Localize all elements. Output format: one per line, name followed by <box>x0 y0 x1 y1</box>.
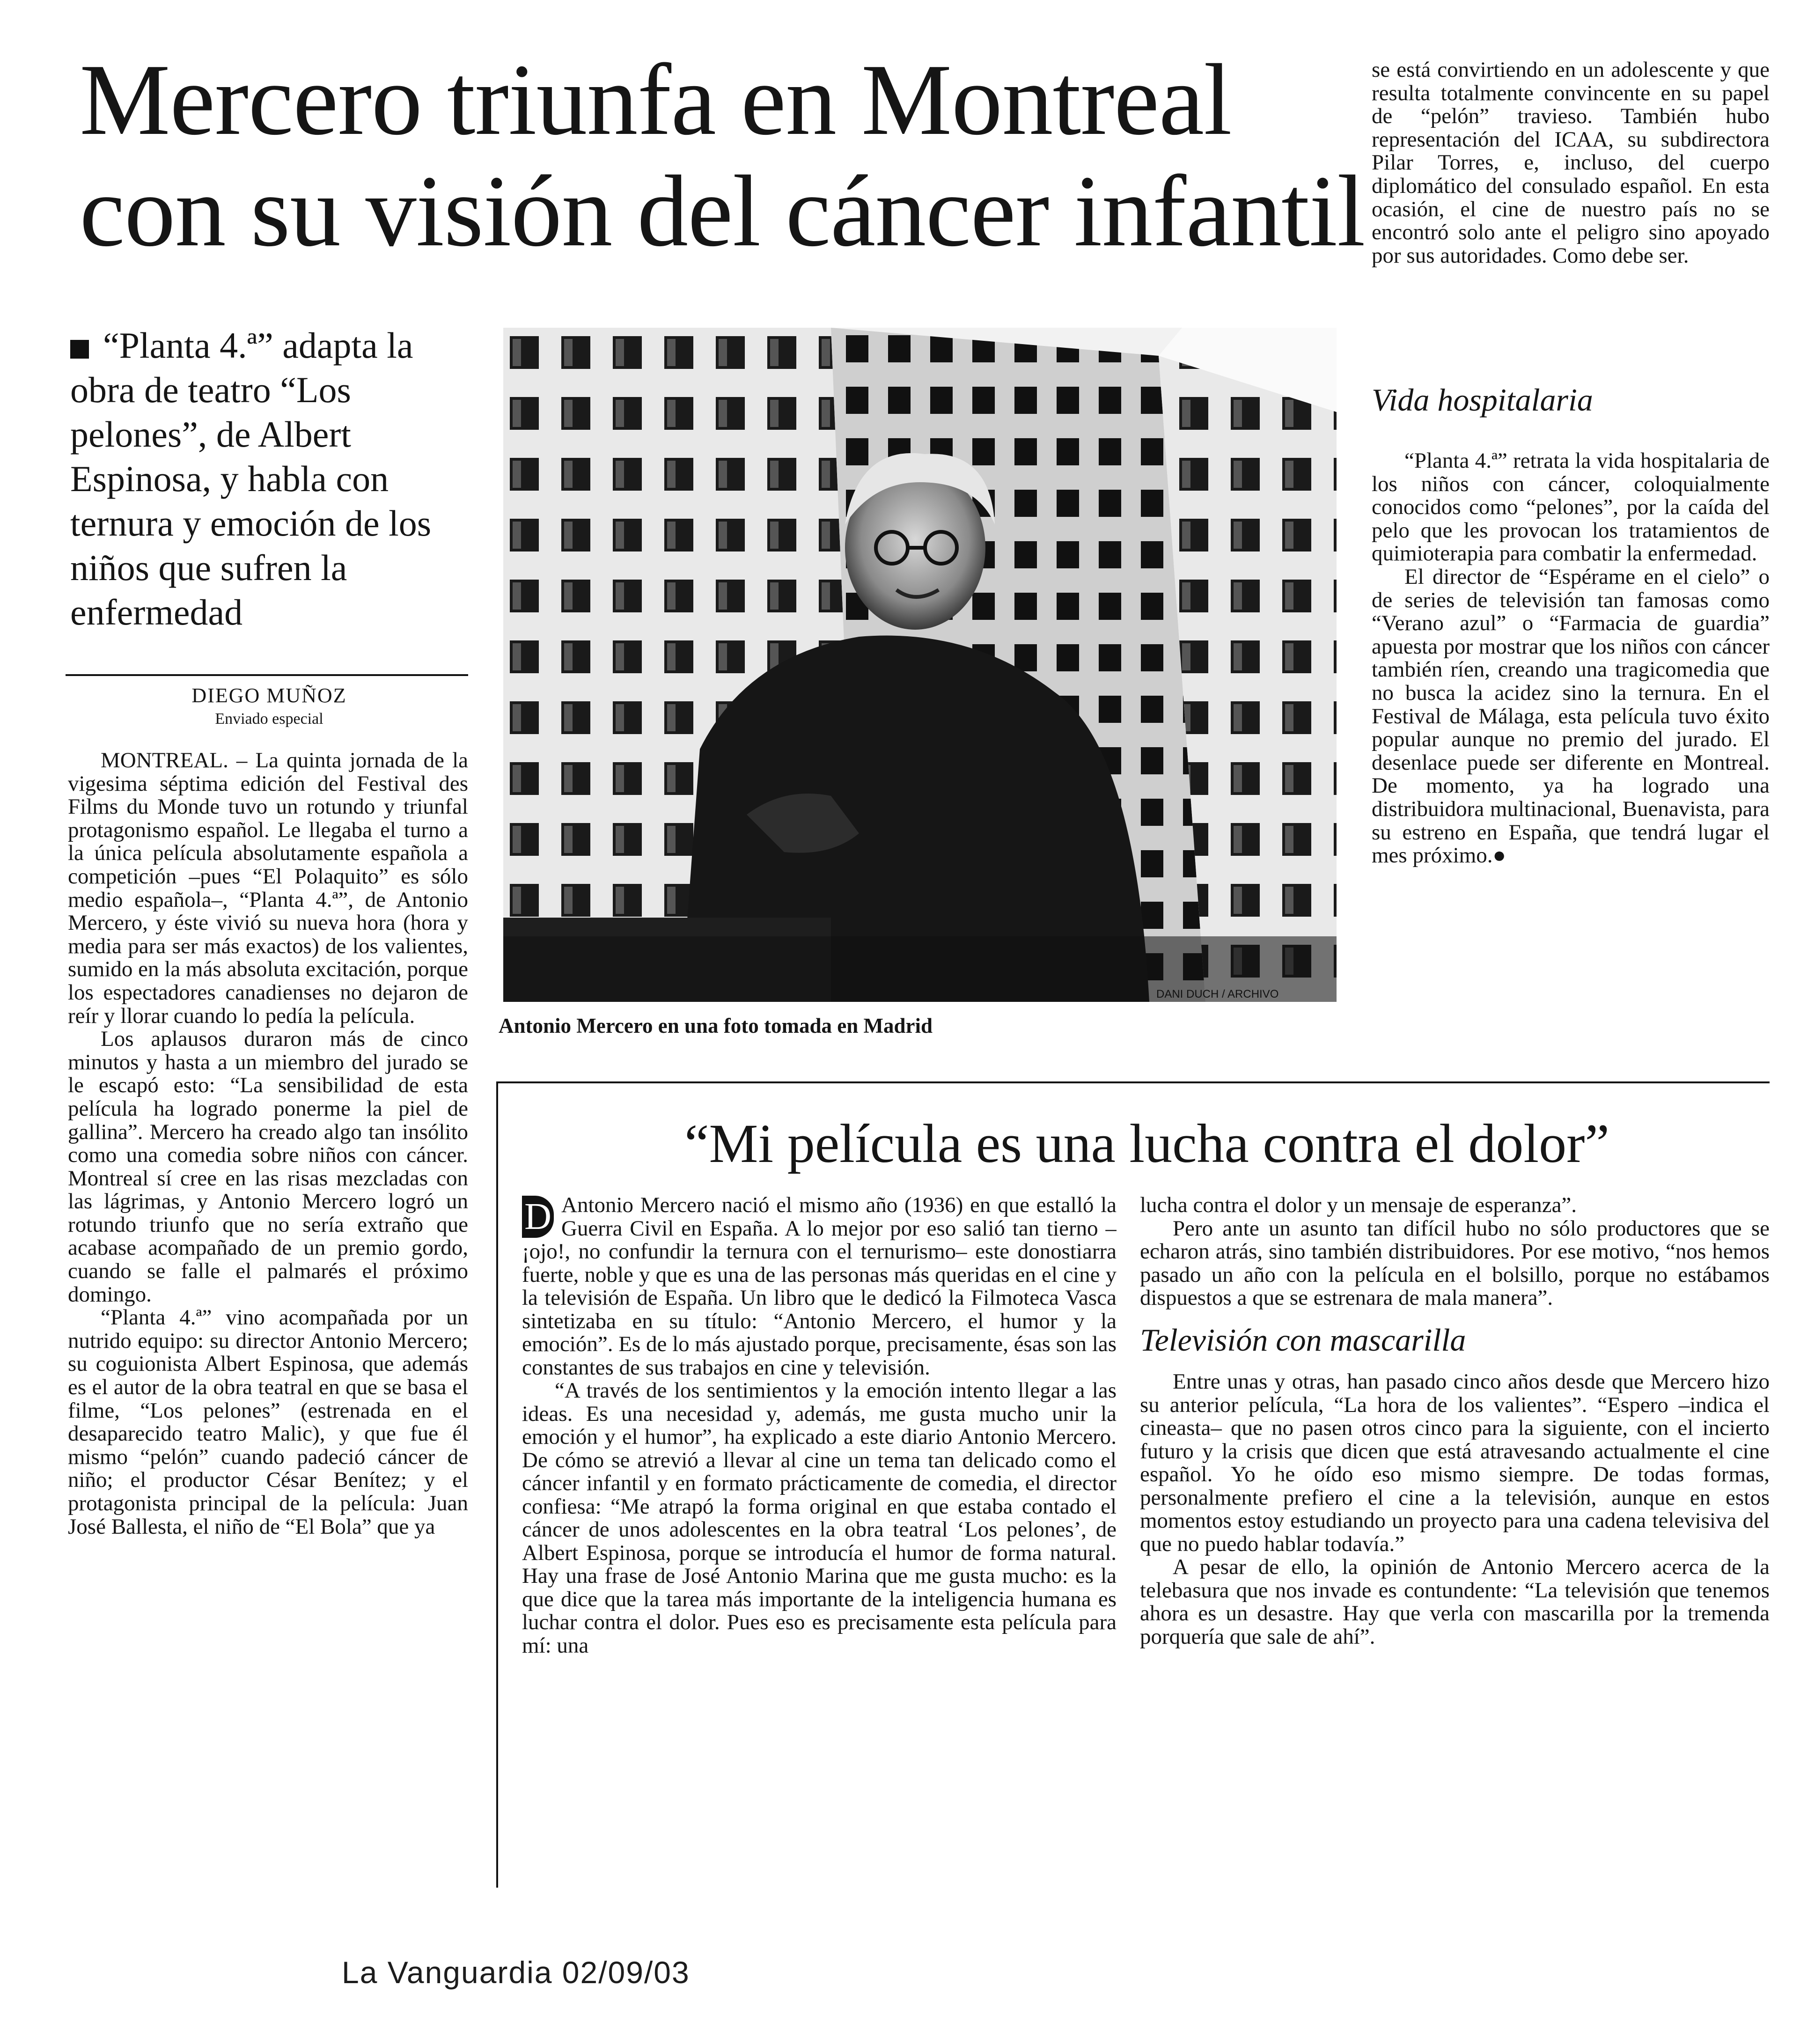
right-column-bottom <box>1372 449 1770 1063</box>
paragraph: MONTREAL. – La quinta jornada de la vigesima séptima edición del Festival des Films du Monde tuvo un rotundo y triunfal protagonismo español. Le llegaba el turno a la única película absolutamente española a competición –pues “El Polaquito” es sólo medio española–, “Planta 4.ª”, de Antonio Mercero, y éste vivió su nueva hora (hora y media para ser más exactos) de los valientes, sumido en la más absoluta excitación, porque los espectadores canadienses no dejaron de reír y llorar cuando lo pedía la película. <box>68 749 468 1028</box>
paragraph: Entre unas y otras, han pasado cinco años desde que Mercero hizo su anterior película, “La hora de los valientes”. “Espero –indica el cineasta– que no pasen otros cinco para la siguiente, con el incierto futuro y la crisis que dicen que está atravesando actualmente el cine español. Yo he oído eso mismo siempre. De todas formas, personalmente prefiero el cine a la televisión, aunque en estos momentos estoy estudiando un proyecto para una cadena televisiva del que no puedo hablar todavía.” <box>1140 1369 1770 1556</box>
byline-name: DIEGO MUÑOZ <box>191 684 347 707</box>
photo-credit: DANI DUCH / ARCHIVO <box>1156 988 1279 1000</box>
headline <box>80 44 1365 268</box>
subhead-television-con-mascarilla: Televisión con mascarilla <box>1140 1322 1466 1358</box>
paragraph: El director de “Espérame en el cielo” o de series de televisión tan famosas como “Verano azul” o “Farmacia de guardia” apuesta por mostrar que los niños con cáncer también ríen, creando una tragicomedia que no busca la acidez sino la ternura. En el Festival de Málaga, esta película tuvo éxito popular aunque no premio del jurado. El desenlace puede ser diferente en Montreal. De momento, ya ha logrado una distribuidora multinacional, Buenavista, para su estreno en España, que tendrá lugar el mes próximo.● <box>1372 564 1770 868</box>
subhead-vida-hospitalaria: Vida hospitalaria <box>1372 382 1593 418</box>
paragraph: “Planta 4.ª” retrata la vida hospitalaria de los niños con cáncer, coloquialmente conocidos como “pelones”, por la caída del pelo que les provocan los tratamientos de quimioterapia para combatir la enfermedad. <box>1372 449 1770 566</box>
right-column-top <box>1372 59 1770 363</box>
paragraph: Antonio Mercero nació el mismo año (1936) en que estalló la Guerra Civil en España. A lo mejor por eso salió tan tierno –¡ojo!, no confundir la ternura con el ternurismo– este donostiarra fuerte, noble y que es una de las personas más queridas en el cine y la televisión de España. Un libro que le dedicó la Filmoteca Vasca sintetizaba en su título: “Antonio Mercero, el humor y la emoción”. Es de lo más ajustado porque, precisamente, ésas son las constantes de sus trabajos en cine y televisión. <box>522 1194 1117 1380</box>
paragraph: A pesar de ello, la opinión de Antonio Mercero acerca de la telebasura que nos invade es contundente: “La televisión que tenemos ahora es un desastre. Hay que verla con mascarilla por la tremenda porquería que sale de ahí”. <box>1140 1555 1770 1649</box>
byline <box>66 684 473 728</box>
photo-antonio-mercero <box>503 328 1337 1002</box>
photo-caption: Antonio Mercero en una foto tomada en Madrid <box>499 1014 933 1037</box>
paragraph: Pero ante un asunto tan difícil hubo no sólo productores que se echaron atrás, sino también distribuidores. Por ese motivo, “nos hemos pasado un año con la película en el bolsillo, porque no estábamos dispuestos a que se estrenara de mala manera”. <box>1140 1216 1770 1310</box>
box-left-rule <box>496 1082 498 1888</box>
box-column-2 <box>1140 1194 1770 1877</box>
byline-role: Enviado especial <box>215 710 323 728</box>
deck-text: “Planta 4.ª” adapta la obra de teatro “Los pelones”, de Albert Espinosa, y habla con ternura y emoción de los niños que sufren la enfermedad <box>70 325 432 632</box>
paragraph: “Planta 4.ª” vino acompañada por un nutrido equipo: su director Antonio Mercero; su coguionista Albert Espinosa, que además es el autor de la obra teatral en que se basa el filme, “Los pelones” (estrenada en el desaparecido teatro Malic), y que fue él mismo “pelón” cuando padeció cáncer de niño; el productor César Benítez; y el protagonista principal de la película: Juan José Ballesta, el niño de “El Bola” que ya <box>68 1305 468 1539</box>
bullet-square-icon <box>70 340 89 359</box>
headline-line-2: con su visión del cáncer infantil <box>80 155 1365 268</box>
dropcap: D <box>522 1196 554 1238</box>
byline-rule <box>66 674 468 676</box>
box-column-1 <box>522 1194 1117 1877</box>
source-citation: La Vanguardia 02/09/03 <box>342 1955 690 1990</box>
photo-image <box>503 328 1337 1002</box>
headline-line-1: Mercero triunfa en Montreal <box>80 44 1232 156</box>
box-top-rule <box>496 1081 1770 1083</box>
right-column-top-text: se está convirtiendo en un adolescente y que resulta totalmente convincente en su papel de “pelón” travieso. También hubo representación del ICAA, su subdirectora Pilar Torres, e, incluso, del cuerpo diplomático del consulado español. En esta ocasión, el cine de nuestro país no se encontró solo ante el peligro sino apoyado por sus autoridades. Como debe ser. <box>1372 59 1770 268</box>
paragraph: “A través de los sentimientos y la emoción intento llegar a las ideas. Es una necesidad y, además, me gusta mucho unir la emoción y el humor”, ha explicado a este diario Antonio Mercero. De cómo se atrevió a llevar al cine un tema tan delicado como el cáncer infantil y en formato prácticamente de comedia, el director confiesa: “Me atrapó la forma original en que estaba contado el cáncer de unos adolescentes en la obra teatral ‘Los pelones’, de Albert Espinosa, porque se introducía el humor de forma natural. Hay una frase de José Antonio Marina que me gusta mucho: es la que dice que la tarea más importante de la inteligencia humana es luchar contra el dolor. Pues eso es precisamente esta película para mí: una <box>522 1378 1117 1658</box>
main-column <box>68 749 468 1901</box>
paragraph: lucha contra el dolor y un mensaje de esperanza”. <box>1140 1194 1577 1217</box>
paragraph: Los aplausos duraron más de cinco minutos y hasta a un miembro del jurado se le escapó esto: “La sensibilidad de esta película ha logrado ponerme la piel de gallina”. Mercero ha creado algo tan insólito como una comedia sobre niños con cáncer. Montreal sí cree en las risas mezcladas con las lágrimas, y Antonio Mercero logró un rotundo triunfo que no sería extraño que acabase acompañado de un premio gordo, cuando se falle el palmarés el próximo domingo. <box>68 1027 468 1307</box>
deck <box>70 323 473 634</box>
box-title: “Mi película es una lucha contra el dolor” <box>684 1113 1609 1174</box>
